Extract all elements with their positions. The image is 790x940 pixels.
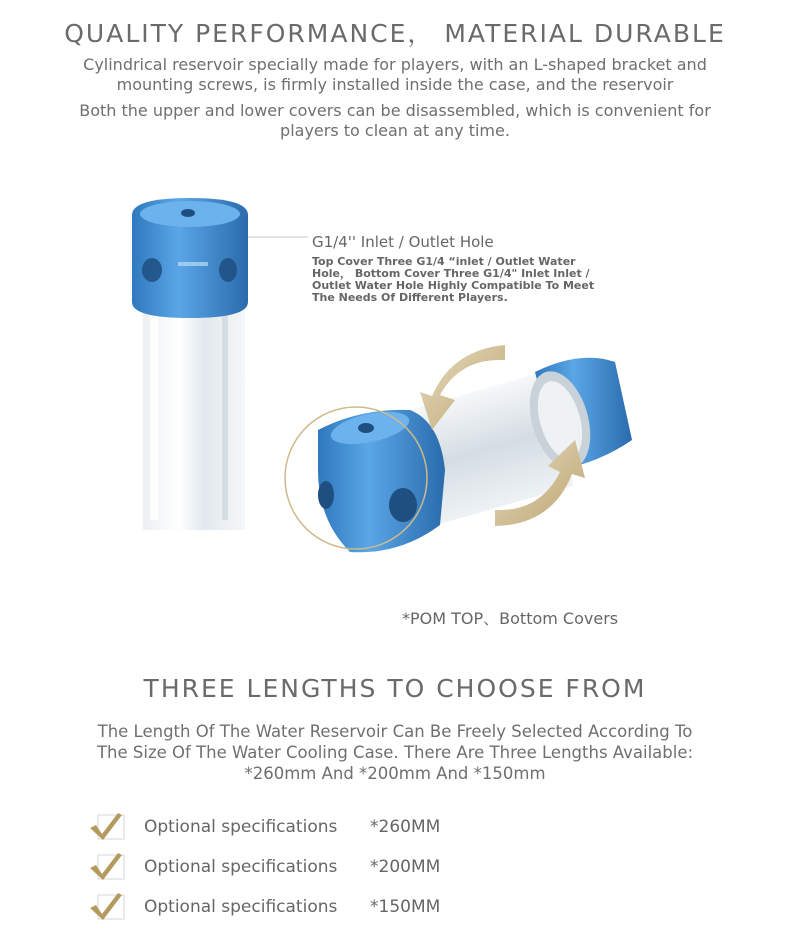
lengths-paragraph-line: The Size Of The Water Cooling Case. There Are Three Lengths Available: [96,743,694,762]
spec-label: Optional specifications [144,897,338,917]
checkmark-icon [88,892,128,922]
spec-value: *150MM [370,897,441,917]
spec-row [88,892,440,922]
callout-body-line: The Needs Of Different Players. [312,291,508,304]
lengths-paragraph-line: The Length Of The Water Reservoir Can Be Freely Selected According To [97,722,693,741]
callout-body-line: Top Cover Three G1/4 “inlet / Outlet Water [312,255,576,268]
section-title-lengths: THREE LENGTHS TO CHOOSE FROM [143,674,647,703]
intro-paragraph-line: mounting screws, is firmly installed inside the case, and the reservoir [116,75,674,94]
horizontal-reservoir [318,345,632,552]
vertical-reservoir [132,198,248,530]
checkmark-icon [88,812,128,842]
spec-row [88,852,440,882]
callout-body-line: Hole， Bottom Cover Three G1/4" Inlet Inlet / [312,267,590,280]
covers-caption: *POM TOP、Bottom Covers [402,609,619,628]
callout-title: G1/4'' Inlet / Outlet Hole [312,233,494,251]
spec-label: Optional specifications [144,857,338,877]
spec-value: *200MM [370,857,441,877]
spec-label: Optional specifications [144,817,338,837]
lengths-paragraph-line: *260mm And *200mm And *150mm [244,764,546,783]
spec-row [88,812,440,842]
callout-body [312,256,622,304]
intro-paragraph-line: players to clean at any time. [280,121,510,140]
spec-value: *260MM [370,817,441,837]
section-title-quality: QUALITY PERFORMANCE， MATERIAL DURABLE [64,19,726,48]
callout-body-line: Outlet Water Hole Highly Compatible To Meet [312,279,595,292]
intro-paragraph-line: Cylindrical reservoir specially made for players, with an L-shaped bracket and [83,55,707,74]
intro-paragraph-line: Both the upper and lower covers can be disassembled, which is convenient for [79,101,711,120]
checkmark-icon [88,852,128,882]
